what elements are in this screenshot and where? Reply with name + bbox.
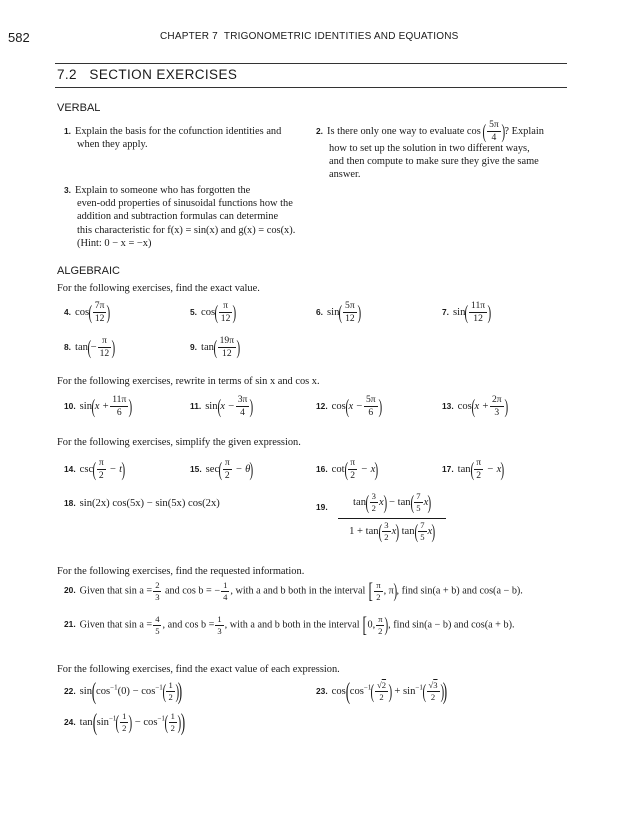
denominator: 2 xyxy=(430,692,436,702)
exercise-number: 8. xyxy=(64,341,71,352)
interval-lead: 0, xyxy=(367,619,376,631)
exercise-number: 18. xyxy=(64,498,76,508)
exercise-21: 21. Given that sin a = $\frac{4}{5}$ , and cos b = $\frac{1}{3}$ , with a and b both in the interval [0, $\frac{\pi}{2}$ ), find sin(a − b) and cos(a + b). xyxy=(64,612,515,637)
numerator: π xyxy=(376,579,381,590)
text-2: , and cos b = xyxy=(162,619,215,631)
numerator: 3π xyxy=(237,394,248,405)
exercise-8: 8. tan(− $\frac{\pi}{12}$ ) xyxy=(64,335,116,359)
fraction-den: 5 xyxy=(416,503,421,513)
exercise-3 xyxy=(64,184,324,250)
exercise-number: 24. xyxy=(64,716,76,727)
expression: sin(2x) cos(5x) − sin(5x) cos(2x) xyxy=(79,498,220,509)
exercise-16: 16. cot( $\frac{\pi}{2}$ − x) xyxy=(316,457,379,481)
denominator: 2 xyxy=(376,591,381,602)
radicand: 3 xyxy=(433,680,438,690)
exercise-12: 12. cos(x − $\frac{5\pi}{6}$ ) xyxy=(316,394,382,418)
exercise-22: 22. $\sin(\cos^{-1}(0) - \cos^{-1}$( $\frac{1}{2}$ )) xyxy=(64,678,183,705)
ex2-frac-num: 5π xyxy=(489,119,499,130)
exercise-number: 4. xyxy=(64,306,71,317)
exercise-number: 14. xyxy=(64,463,76,474)
exercise-number: 12. xyxy=(316,400,328,411)
exercise-18 xyxy=(64,498,220,509)
numerator: 7π xyxy=(94,300,105,311)
numerator: 19π xyxy=(219,335,235,346)
ex1-line-2: when they apply. xyxy=(77,139,148,151)
ex19-numerator: tan( $\frac{3}{2}$ x) − tan( $\frac{7}{5}$ x) xyxy=(353,491,432,514)
denominator: 2 xyxy=(378,625,383,636)
fraction-num: 3 xyxy=(384,520,389,530)
exercise-number: 11. xyxy=(190,400,202,411)
exercise-20: 20. Given that sin a = $\frac{2}{3}$ and cos b = − $\frac{1}{4}$ , with a and b both in the interval [ $\frac{\pi}{2}$ , π), find sin(a + b) and cos(a − b). xyxy=(64,578,523,603)
denominator: 12 xyxy=(94,313,105,324)
function: tan xyxy=(201,341,214,353)
argument-lead: x + xyxy=(94,400,110,412)
exercise-number: 16. xyxy=(316,463,328,474)
exercise-19 xyxy=(338,492,446,545)
denominator: 2 xyxy=(224,470,230,481)
numerator: π xyxy=(476,457,482,468)
instructions-requested: For the following exercises, find the requested information. xyxy=(57,566,305,577)
exercise-1 xyxy=(64,125,314,151)
exercise-number: 1. xyxy=(64,126,71,136)
denominator: 12 xyxy=(99,348,110,359)
argument-tail: − x xyxy=(486,463,502,475)
exercise-7: 7. sin( $\frac{11\pi}{12}$ ) xyxy=(442,300,492,324)
sign: − xyxy=(90,341,97,353)
function: csc xyxy=(79,463,94,475)
function: sin xyxy=(453,306,466,318)
denominator: 4 xyxy=(240,407,245,418)
function: sin xyxy=(79,400,93,412)
function: 1 + tan xyxy=(349,525,379,537)
numerator: 5π xyxy=(345,300,355,311)
argument-lead: x − xyxy=(348,400,363,412)
denominator: 6 xyxy=(368,407,374,418)
exercise-number: 13. xyxy=(442,400,454,411)
variable: x xyxy=(391,525,397,537)
numerator: 1 xyxy=(170,711,175,721)
numerator: 1 xyxy=(122,711,127,721)
denominator: 5 xyxy=(155,625,160,636)
exercise-5: 5. cos( $\frac{\pi}{12}$ ) xyxy=(190,300,237,324)
argument-tail: − t xyxy=(109,463,123,475)
exercise-17: 17. tan( $\frac{\pi}{2}$ − x) xyxy=(442,457,505,481)
exercise-number: 6. xyxy=(316,306,323,317)
denominator: 12 xyxy=(222,348,232,359)
function: cos xyxy=(331,400,346,412)
numerator: π xyxy=(98,336,112,348)
numerator: 11π xyxy=(471,300,486,311)
ex3-line-4: this characteristic for f(x) = sin(x) and g(x) = cos(x). xyxy=(77,224,296,236)
numerator: 1 xyxy=(217,613,222,624)
operator: − xyxy=(389,496,395,508)
exercise-number: 22. xyxy=(64,685,76,696)
text-1: Given that sin a = xyxy=(79,585,153,597)
exercise-number: 21. xyxy=(64,619,76,630)
function: tan xyxy=(79,716,93,728)
section-number: 7.2 xyxy=(57,67,77,82)
function: tan xyxy=(75,341,88,353)
function: cos xyxy=(201,306,216,318)
running-header xyxy=(160,31,459,42)
text-3: , with a and b both in the interval xyxy=(230,585,366,597)
exercise-number: 10. xyxy=(64,400,76,411)
variable: x xyxy=(378,496,384,508)
function: cos xyxy=(457,400,472,412)
denominator: 2 xyxy=(98,470,104,481)
text-4: , find sin(a + b) and cos(a − b). xyxy=(396,585,523,597)
denominator: 6 xyxy=(116,407,122,418)
exercise-number: 19. xyxy=(316,502,328,512)
argument-tail: − x xyxy=(360,463,376,475)
ex3-line-2: even-odd properties of sinusoidal functions how the xyxy=(77,198,293,210)
section-title xyxy=(57,67,237,82)
fraction-den: 2 xyxy=(371,503,376,513)
fraction-den: 2 xyxy=(384,532,389,542)
exercise-9: 9. tan( $\frac{19\pi}{12}$ ) xyxy=(190,335,241,359)
exercise-23: 23. $\cos(\cos^{-1}$( $\frac{√2}{2}$ ) + $\sin^{-1}$( $\frac{√3}{2}$ )) xyxy=(316,678,448,705)
ex2-line-3: and then compute to make sure they give the same xyxy=(329,156,539,168)
numerator: π xyxy=(219,301,233,313)
instructions-simplify: For the following exercises, simplify the given expression. xyxy=(57,437,301,448)
instructions-exact-value: For the following exercises, find the exact value. xyxy=(57,283,260,294)
section-rule-bottom xyxy=(55,87,567,88)
page-number: 582 xyxy=(8,30,30,45)
fraction-num: 7 xyxy=(416,491,421,501)
denominator: 2 xyxy=(170,723,175,733)
verbal-heading: VERBAL xyxy=(57,102,101,114)
text-2: and cos b = − xyxy=(165,585,221,597)
variable: x xyxy=(423,496,429,508)
exercise-number: 3. xyxy=(64,185,71,195)
instructions-exact-expression: For the following exercises, find the exact value of each expression. xyxy=(57,664,340,675)
numerator: π xyxy=(224,457,230,468)
section-name: SECTION EXERCISES xyxy=(89,67,238,82)
function: sin xyxy=(327,306,340,318)
denominator: 4 xyxy=(223,591,228,602)
ex3-line-3: addition and subtraction formulas can determine xyxy=(77,211,279,223)
argument-lead: x − xyxy=(220,400,235,412)
argument: (0) − cos xyxy=(117,685,156,697)
denominator: 2 xyxy=(476,470,482,481)
algebraic-heading: ALGEBRAIC xyxy=(57,265,120,277)
exercise-number: 23. xyxy=(316,685,328,696)
ex19-fraction-bar xyxy=(338,518,446,519)
numerator: 2π xyxy=(491,394,502,405)
numerator: π xyxy=(98,457,104,468)
exercise-4: 4. cos( $\frac{7\pi}{12}$ ) xyxy=(64,300,111,324)
function: sec xyxy=(205,463,220,475)
exercise-10: 10. sin(x + $\frac{11\pi}{6}$ ) xyxy=(64,394,133,418)
numerator: 11π xyxy=(112,394,127,405)
exercise-13: 13. cos(x + $\frac{2\pi}{3}$ ) xyxy=(442,394,508,418)
argument-lead: x + xyxy=(474,400,489,412)
denominator: 3 xyxy=(494,407,500,418)
ex19-denominator: 1 + tan( $\frac{3}{2}$ x) tan( $\frac{7}{5}$ x) xyxy=(349,520,436,543)
exercise-6: 6. sin( $\frac{5\pi}{12}$ ) xyxy=(316,300,361,324)
operator: − cos xyxy=(134,716,158,728)
chapter-title: TRIGONOMETRIC IDENTITIES AND EQUATIONS xyxy=(223,31,459,42)
denominator: 3 xyxy=(217,625,222,636)
exercise-24: 24. $\tan(\sin^{-1}$( $\frac{1}{2}$ ) − $\cos^{-1}$( $\frac{1}{2}$ )) xyxy=(64,709,185,736)
exercise-number: 5. xyxy=(190,306,197,317)
numerator: 2 xyxy=(155,579,160,590)
fraction-num: 3 xyxy=(371,491,376,501)
ex2-tail: ? Explain xyxy=(504,125,544,137)
numerator: 1 xyxy=(168,680,173,690)
denominator: 12 xyxy=(345,313,355,324)
exercise-number: 2. xyxy=(316,125,323,136)
function: tan xyxy=(353,496,366,508)
exercise-number: 17. xyxy=(442,463,454,474)
numerator: 1 xyxy=(223,579,228,590)
function: tan xyxy=(397,496,411,508)
exercise-2: 2. Is there only one way to evaluate cos ( $\frac{5\pi}{4}$ )? Explain how to set up the solution in two different ways, and then compute to make sure they give the same answer. xyxy=(316,120,576,182)
interval-tail: , π xyxy=(383,585,394,597)
section-rule-top xyxy=(55,63,567,64)
ex2-line-4: answer. xyxy=(329,169,361,181)
argument-tail: − θ xyxy=(235,463,251,475)
radicand: 2 xyxy=(381,680,387,690)
ex2-lead: Is there only one way to evaluate cos xyxy=(327,125,481,137)
function: sin xyxy=(79,685,93,697)
fraction-den: 5 xyxy=(420,532,425,542)
fraction-num: 7 xyxy=(420,520,425,530)
variable: x xyxy=(427,525,433,537)
operator: + sin xyxy=(394,685,416,697)
exercise-19-number xyxy=(316,502,332,513)
ex3-hint: (Hint: 0 − x = −x) xyxy=(77,237,152,249)
exercise-number: 20. xyxy=(64,585,76,596)
ex2-frac-den: 4 xyxy=(491,132,497,143)
function: cot xyxy=(331,463,345,475)
exercise-11: 11. sin(x − $\frac{3\pi}{4}$ ) xyxy=(190,394,254,418)
exercise-number: 15. xyxy=(190,463,202,474)
chapter-label: CHAPTER 7 xyxy=(160,31,218,42)
inverse-function: cos xyxy=(96,685,111,697)
function: tan xyxy=(457,463,471,475)
function: cos xyxy=(75,306,90,318)
inverse-function: sin xyxy=(96,716,109,728)
denominator: 3 xyxy=(155,591,160,602)
exercise-number: 7. xyxy=(442,306,449,317)
function: sin xyxy=(205,400,218,412)
text-1: Given that sin a = xyxy=(79,619,153,631)
denominator: 12 xyxy=(220,313,231,324)
function: tan xyxy=(401,525,415,537)
exercise-14: 14. csc( $\frac{\pi}{2}$ − t) xyxy=(64,457,126,481)
numerator: π xyxy=(378,613,383,624)
ex1-line-1: Explain the basis for the cofunction identities and xyxy=(75,126,282,137)
numerator: 5π xyxy=(365,394,376,405)
denominator: 2 xyxy=(379,692,384,702)
denominator: 2 xyxy=(122,723,127,733)
denominator: 12 xyxy=(473,313,483,324)
denominator: 2 xyxy=(168,692,173,702)
instructions-rewrite: For the following exercises, rewrite in terms of sin x and cos x. xyxy=(57,376,320,387)
ex3-line-1: Explain to someone who has forgotten the xyxy=(75,185,251,196)
numerator: π xyxy=(350,457,356,468)
inverse-function: cos xyxy=(349,685,364,697)
text-4: , find sin(a − b) and cos(a + b). xyxy=(388,619,515,631)
exercise-number: 9. xyxy=(190,341,197,352)
text-3: , with a and b both in the interval xyxy=(224,619,360,631)
exercise-15: 15. sec( $\frac{\pi}{2}$ − θ) xyxy=(190,457,254,481)
denominator: 2 xyxy=(350,470,356,481)
ex2-line-2: how to set up the solution in two different ways, xyxy=(329,143,530,154)
function: cos xyxy=(331,685,346,697)
numerator: 4 xyxy=(155,613,160,624)
